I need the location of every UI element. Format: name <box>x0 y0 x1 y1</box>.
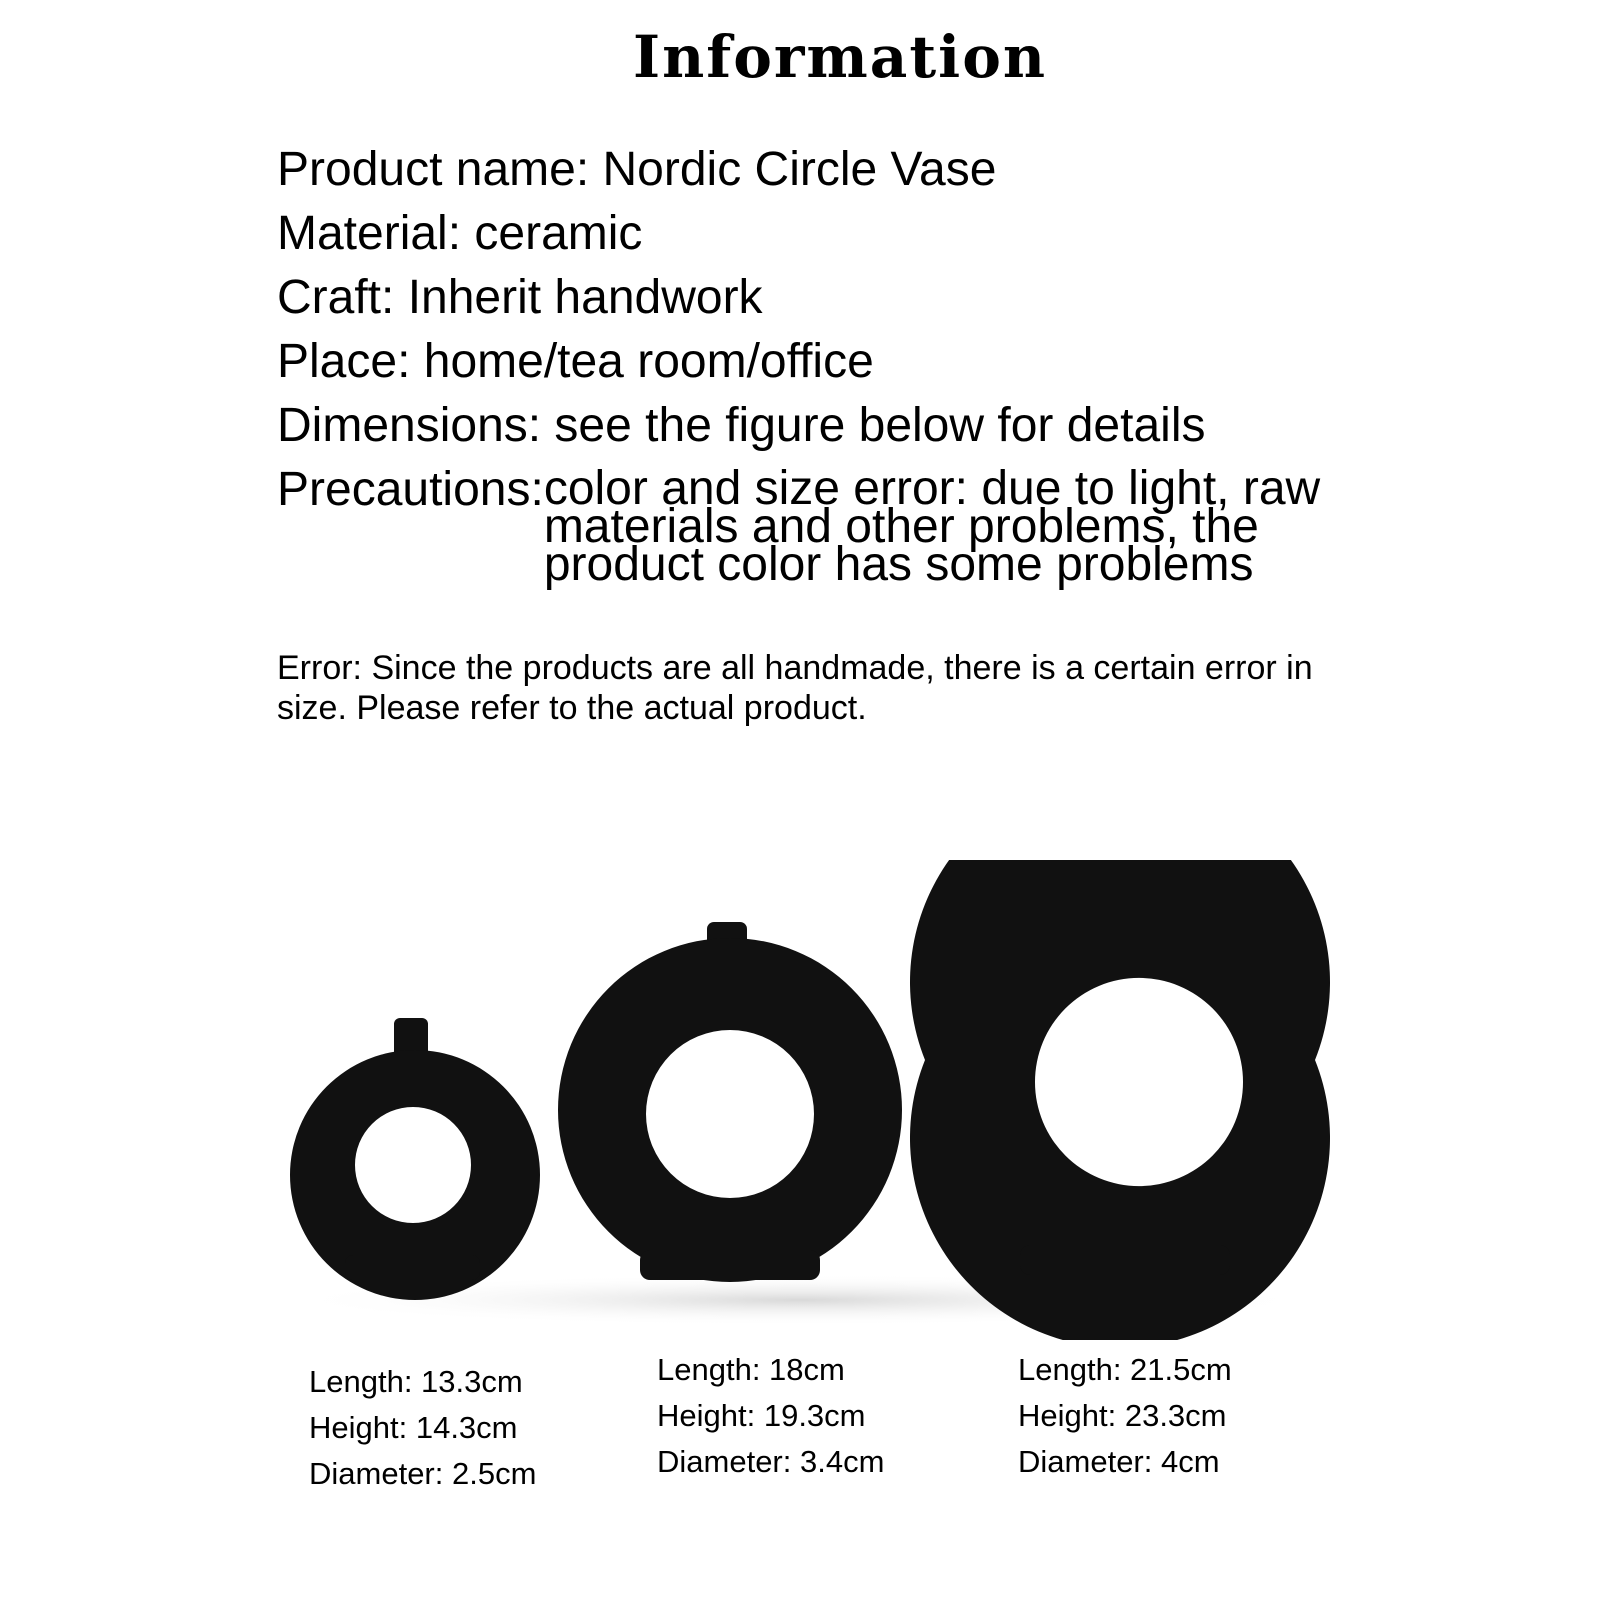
product-info <box>277 138 1577 591</box>
spec-diameter: Diameter: 4cm <box>1018 1444 1220 1479</box>
spec-diameter: Diameter: 3.4cm <box>657 1444 885 1479</box>
medium-vase <box>558 922 902 1282</box>
precautions-text: color and size error: due to light, raw materials and other problems, the product color has some problems <box>543 462 1321 591</box>
product-name-line: Product name: Nordic Circle Vase <box>277 143 997 196</box>
medium-vase-specs <box>657 1347 884 1485</box>
vase-illustration <box>270 860 1330 1340</box>
page-title: Information <box>632 23 1048 91</box>
size-error-note: Error: Since the products are all handmade, there is a certain error in size. Please refer to the actual product. <box>277 649 1313 727</box>
large-vase <box>910 860 1330 1340</box>
large-vase-specs <box>1018 1347 1232 1485</box>
spec-height: Height: 23.3cm <box>1018 1398 1227 1433</box>
place-line: Place: home/tea room/office <box>277 335 874 388</box>
precautions-label: Precautions: <box>277 463 544 516</box>
spec-diameter: Diameter: 2.5cm <box>309 1456 537 1491</box>
material-line: Material: ceramic <box>277 207 643 260</box>
small-vase-specs <box>309 1359 536 1497</box>
precautions-line <box>277 458 1577 591</box>
spec-length: Length: 13.3cm <box>309 1364 523 1399</box>
spec-height: Height: 14.3cm <box>309 1410 518 1445</box>
spec-height: Height: 19.3cm <box>657 1398 866 1433</box>
vase-product-photo <box>270 860 1330 1340</box>
small-vase <box>290 1018 540 1300</box>
spec-length: Length: 18cm <box>657 1352 845 1387</box>
craft-line: Craft: Inherit handwork <box>277 271 763 324</box>
spec-length: Length: 21.5cm <box>1018 1352 1232 1387</box>
dimensions-line: Dimensions: see the figure below for details <box>277 399 1206 452</box>
